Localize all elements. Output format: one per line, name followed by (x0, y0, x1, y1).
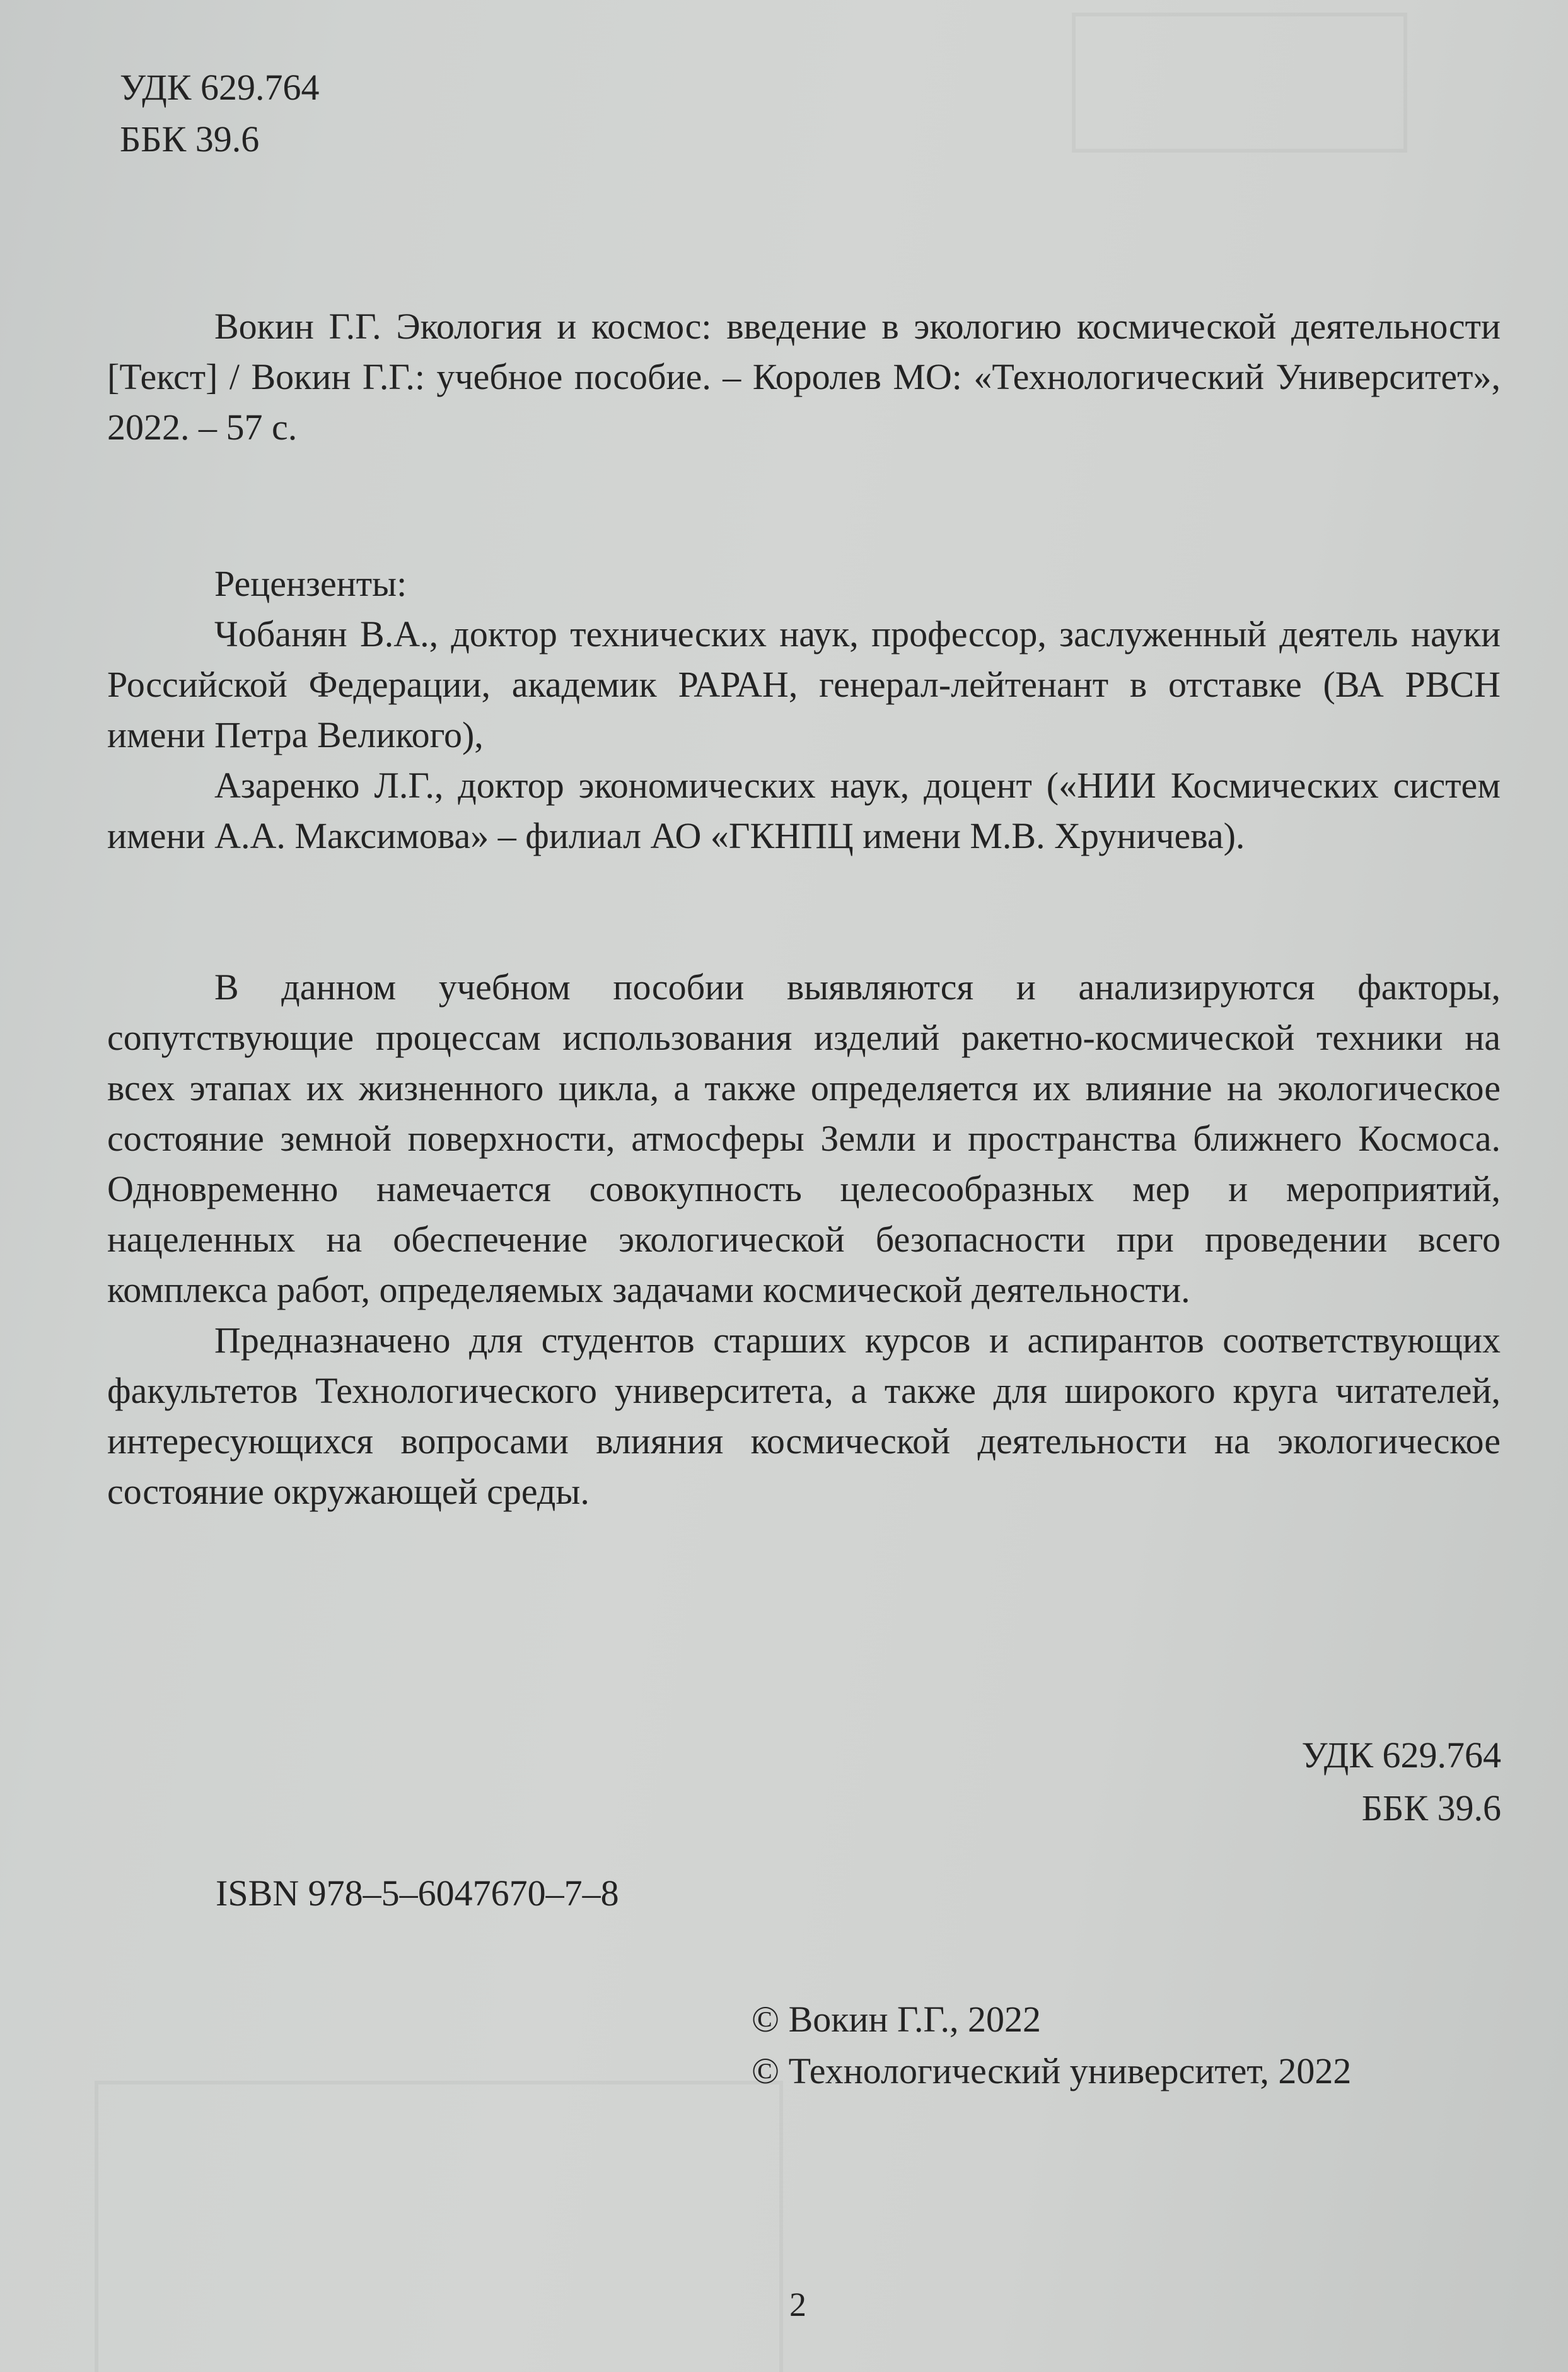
bbk-code: ББК 39.6 (120, 119, 260, 160)
page-number: 2 (789, 2286, 806, 2323)
classification-codes-top (120, 62, 319, 165)
citation: Вокин Г.Г. Экология и космос: введение в экологию космической деятельности [Текст] / Вокин Г.Г.: учебное пособие. – Королев МО: «Технологический Университет», 2022. – 57 с. (107, 306, 1501, 448)
udk-code: УДК 629.764 (1301, 1735, 1501, 1776)
show-through-frame-top (1072, 13, 1407, 153)
abstract-paragraph-1: В данном учебном пособии выявляются и анализируются факторы, сопутствующие процессам использования изделий ракетно-космической техники на всех этапах их жизненного цикла, а также определяется их влияние на экологическое состояние земной поверхности, атмосферы Земли и пространства ближнего Космоса. Одновременно намечается совокупность целесообразных мер и мероприятий, нацеленных на обеспечение экологической безопасности при проведении всего комплекса работ, определяемых задачами космической деятельности. (107, 967, 1501, 1310)
udk-code: УДК 629.764 (120, 67, 320, 108)
copyright-publisher: © Технологический университет, 2022 (752, 2050, 1352, 2091)
copyright-block (752, 1994, 1351, 2097)
reviewers-section (107, 559, 1501, 861)
copyright-author: © Вокин Г.Г., 2022 (752, 1999, 1041, 2040)
abstract-section (107, 962, 1501, 1517)
abstract-paragraph-2: Предназначено для студентов старших курсов и аспирантов соответствующих факультетов Технологического университета, а также для широкого круга читателей, интересующихся вопросами влияния космической деятельности на экологическое состояние окружающей среды. (107, 1320, 1501, 1512)
isbn: ISBN 978–5–6047670–7–8 (216, 1873, 619, 1914)
classification-codes-bottom (1302, 1729, 1501, 1835)
bbk-code: ББК 39.6 (1361, 1788, 1501, 1828)
show-through-frame-bottom (95, 2081, 783, 2372)
reviewer-1: Чобанян В.А., доктор технических наук, профессор, заслуженный деятель науки Российской Федерации, академик РАРАН, генерал-лейтенант в отставке (ВА РВСН имени Петра Великого), (107, 613, 1501, 755)
bibliographic-record (107, 301, 1501, 453)
reviewer-2: Азаренко Л.Г., доктор экономических наук, доцент («НИИ Космических систем имени А.А. Максимова» – филиал АО «ГКНПЦ имени М.В. Хруничева). (107, 765, 1501, 856)
reviewers-heading: Рецензенты: (214, 563, 407, 604)
